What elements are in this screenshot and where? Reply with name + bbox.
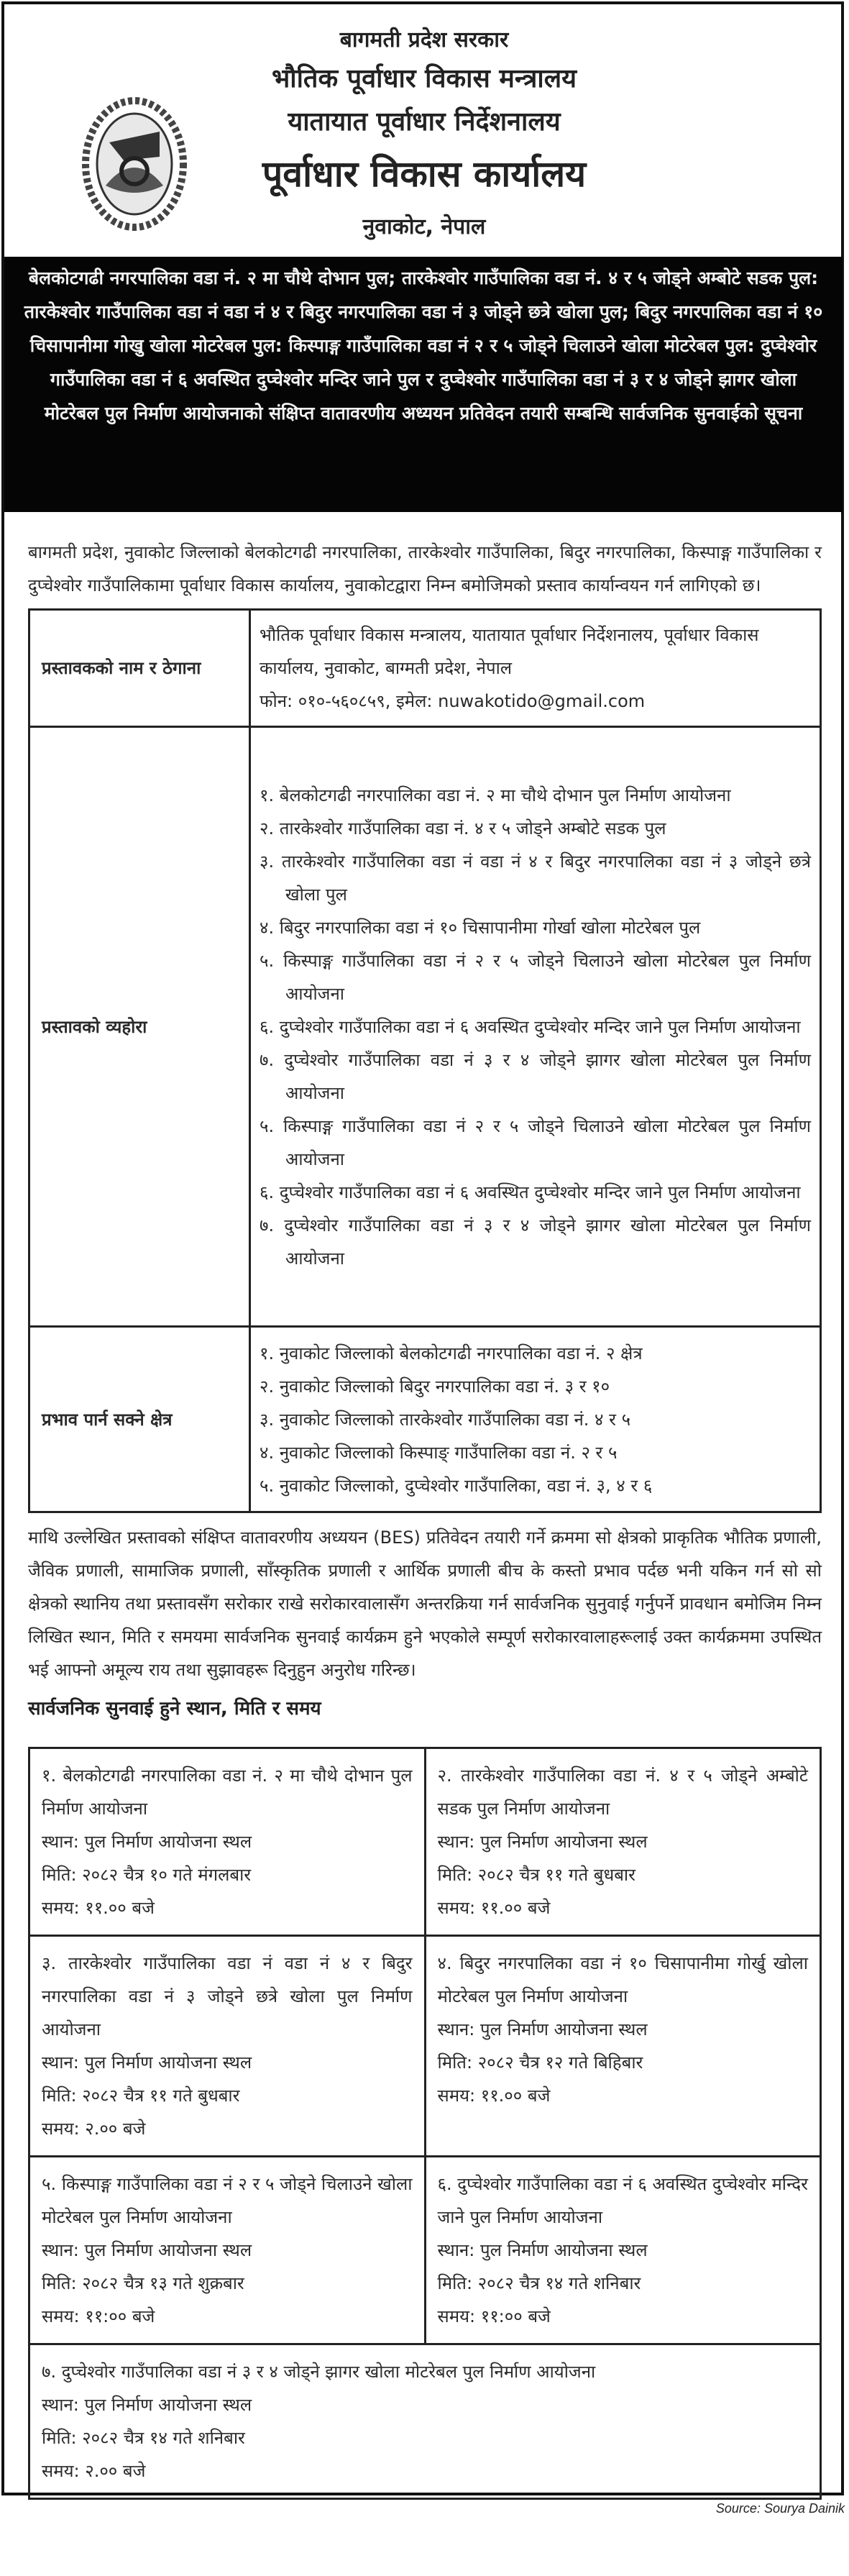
list-item: १. बेलकोटगढी नगरपालिका वडा नं. २ मा चौथे दोभान पुल निर्माण आयोजना [260,785,731,805]
list-item: ५. किस्पाङ्ग गाउँपालिका वडा नं २ र ५ जोड्ने चिलाउने खोला मोटरेबल पुल निर्माण आयोजना [260,1115,811,1169]
hearing-date: मिति: २०८२ चैत्र १४ गते शनिबार [437,2273,641,2293]
hearing-title: ३. तारकेश्वोर गाउँपालिका वडा नं वडा नं ४ र बिदुर नगरपालिका वडा नं ३ जोड्ने छत्रे खोला पुल निर्माण आयोजना [42,1953,413,2040]
hearing-date: मिति: २०८२ चैत्र १४ गते शनिबार [42,2428,245,2448]
hearing-title: ६. दुप्चेश्वोर गाउँपालिका वडा नं ६ अवस्थित दुप्चेश्वोर मन्दिर जाने पुल निर्माण आयोजना [437,2174,808,2227]
hearing-cell-4 [425,1936,821,2157]
hearing-place: स्थान: पुल निर्माण आयोजना स्थल [42,2052,252,2073]
hearing-time: समय: २.०० बजे [42,2461,146,2481]
hearing-cell-3 [29,1936,426,2157]
hearing-cell-1 [29,1748,426,1936]
table-row [29,1936,821,2157]
hearing-schedule-table [28,1747,822,2500]
hearing-time: समय: ११.०० बजे [437,1898,551,1918]
hearing-time: समय: ११.०० बजे [42,1898,155,1918]
nepal-government-emblem-icon [81,92,188,236]
hearing-heading: सार्वजनिक सुनवाई हुने स्थान, मिति र समय [28,1698,321,1719]
hearing-place: स्थान: पुल निर्माण आयोजना स्थल [42,1832,252,1852]
office-location: नुवाकोट, नेपाल [362,214,486,239]
list-item: ४. बिदुर नगरपालिका वडा नं १० चिसापानीमा गोर्खा खोला मोटरेबल पुल [260,917,701,938]
hearing-date: मिति: २०८२ चैत्र १० गते मंगलबार [42,1865,252,1885]
table-row [29,727,821,1327]
hearing-date: मिति: २०८२ चैत्र १३ गते शुक्रबार [42,2273,244,2293]
office-name: पूर्वाधार विकास कार्यालय [262,153,587,195]
source-credit: Source: Sourya Dainik [715,2501,845,2516]
hearing-title: २. तारकेश्वोर गाउँपालिका वडा नं. ४ र ५ जोड्ने अम्बोटे सडक पुल निर्माण आयोजना [437,1766,808,1819]
hearing-time: समय: ११.०० बजे [437,2086,551,2106]
hearing-cell-6 [425,2157,821,2344]
hearing-place: स्थान: पुल निर्माण आयोजना स्थल [42,2395,252,2415]
list-item: ६. दुप्चेश्वोर गाउँपालिका वडा नं ६ अवस्थित दुप्चेश्वोर मन्दिर जाने पुल निर्माण आयोजना [260,1016,801,1037]
hearing-title: ७. दुप्चेश्वोर गाउँपालिका वडा नं ३ र ४ जोड्ने झागर खोला मोटरेबल पुल निर्माण आयोजना [42,2362,596,2382]
affected-area-label: प्रभाव पार्न सक्ने क्षेत्र [29,1327,250,1512]
table-row [29,1327,821,1512]
list-item: ७. दुप्चेश्वोर गाउँपालिका वडा नं ३ र ४ जोड्ने झागर खोला मोटरेबल पुल निर्माण आयोजना [260,1049,811,1103]
proposal-subject-list [250,727,821,1327]
hearing-time: समय: ११:०० बजे [437,2306,551,2326]
hearing-place: स्थान: पुल निर्माण आयोजना स्थल [42,2240,252,2260]
notice-body [0,257,849,2500]
list-item: ४. नुवाकोट जिल्लाको किस्पाङ् गाउँपालिका वडा नं. २ र ५ [260,1442,618,1463]
notice-title-banner: बेलकोटगढी नगरपालिका वडा नं. २ मा चौथे दोभान पुल; तारकेश्वोर गाउँपालिका वडा नं. ४ र ५ जोड्ने अम्बोटे सडक पुल: तारकेश्वोर गाउँपालिका वडा नं वडा नं ४ र बिदुर नगरपालिका वडा नं ३ जोड्ने छत्रे खोला पुल; बिदुर नगरपालिका वडा नं १० चिसापानीमा गोखु खोला मोटरेबल पुल: किस्पाङ्ग गाउँपालिका वडा नं २ र ५ जोड्ने चिलाउने खोला मोटरेबल पुल: दुप्चेश्वोर गाउँपालिका वडा नं ६ अवस्थित दुप्चेश्वोर मन्दिर जाने पुल र दुप्चेश्वोर गाउँपालिका वडा नं ३ र ४ जोड्ने झागर खोला मोटरेबल पुल निर्माण आयोजनाको संक्षिप्त वातावरणीय अध्ययन प्रतिवेदन तयारी सम्बन्धि सार्वजनिक सुनवाईको सूचना [4,257,843,512]
proposer-contact: फोन: ०१०-५६०८५९, इमेल: nuwakotido@gmail.com [260,691,646,711]
hearing-title: १. बेलकोटगढी नगरपालिका वडा नं. २ मा चौथे दोभान पुल निर्माण आयोजना [42,1766,413,1819]
hearing-date: मिति: २०८२ चैत्र ११ गते बुधबार [42,2086,240,2106]
hearing-time: समय: २.०० बजे [42,2119,146,2139]
hearing-time: समय: ११:०० बजे [42,2306,155,2326]
hearing-cell-5 [29,2157,426,2344]
notice-header [0,0,849,257]
table-row [29,2344,821,2499]
hearing-place: स्थान: पुल निर्माण आयोजना स्थल [437,1832,648,1852]
table-row [29,610,821,727]
table-row [29,1748,821,1936]
hearing-date: मिति: २०८२ चैत्र १२ गते बिहिबार [437,2052,643,2073]
hearing-place: स्थान: पुल निर्माण आयोजना स्थल [437,2240,648,2260]
proposal-table [28,608,822,1513]
hearing-title: ५. किस्पाङ्ग गाउँपालिका वडा नं २ र ५ जोड्ने चिलाउने खोला मोटरेबल पुल निर्माण आयोजना [42,2174,413,2227]
list-item: ७. दुप्चेश्वोर गाउँपालिका वडा नं ३ र ४ जोड्ने झागर खोला मोटरेबल पुल निर्माण आयोजना [260,1215,811,1269]
proposer-address: भौतिक पूर्वाधार विकास मन्त्रालय, यातायात पूर्वाधार निर्देशनालय, पूर्वाधार विकास कार्यालय, नुवाकोट, बाग्मती प्रदेश, नेपाल [260,625,759,678]
list-item: १. नुवाकोट जिल्लाको बेलकोटगढी नगरपालिका वडा नं. २ क्षेत्र [260,1343,643,1364]
directorate-name: यातायात पूर्वाधार निर्देशनालय [288,107,561,137]
proposer-label: प्रस्तावकको नाम र ठेगाना [29,610,250,727]
hearing-date: मिति: २०८२ चैत्र ११ गते बुधबार [437,1865,635,1885]
table-row [29,2157,821,2344]
list-item: ५. किस्पाङ्ग गाउँपालिका वडा नं २ र ५ जोड्ने चिलाउने खोला मोटरेबल पुल निर्माण आयोजना [260,950,811,1004]
list-item: २. तारकेश्वोर गाउँपालिका वडा नं. ४ र ५ जोड्ने अम्बोटे सडक पुल [260,818,666,839]
list-item: ३. तारकेश्वोर गाउँपालिका वडा नं वडा नं ४ र बिदुर नगरपालिका वडा नं ३ जोड्ने छत्रे खोला पुल [260,851,811,905]
hearing-place: स्थान: पुल निर्माण आयोजना स्थल [437,2019,648,2040]
body-paragraph: माथि उल्लेखित प्रस्तावको संक्षिप्त वातावरणीय अध्ययन (BES) प्रतिवेदन तयारी गर्ने क्रममा सो क्षेत्रको प्राकृतिक भौतिक प्रणाली, जैविक प्रणाली, सामाजिक प्रणाली, साँस्कृतिक प्रणाली र आर्थिक प्रणाली बीच के कस्तो प्रभाव पर्दछ भनी यकिन गर्न सो सो क्षेत्रको स्थानिय तथा प्रस्तावसँग सरोकार राखे सरोकारवालासँग अन्तरक्रिया गर्न सार्वजनिक सुनुवाई गर्नुपर्ने प्रावधान बमोजिम निम्न लिखित स्थान, मिति र समयमा सार्वजनिक सुनवाई कार्यक्रम हुने भएकोले सम्पूर्ण सरोकारवालाहरूलाई उक्त कार्यक्रममा उपस्थित भई आफ्नो अमूल्य राय तथा सुझावहरू दिनुहुन अनुरोध गरिन्छ। [28,1527,822,1680]
proposer-value [250,610,821,727]
ministry-name: भौतिक पूर्वाधार विकास मन्त्रालय [271,64,577,93]
hearing-title: ४. बिदुर नगरपालिका वडा नं १० चिसापानीमा गोर्खु खोला मोटरेबल पुल निर्माण आयोजना [437,1953,808,2006]
list-item: ६. दुप्चेश्वोर गाउँपालिका वडा नं ६ अवस्थित दुप्चेश्वोर मन्दिर जाने पुल निर्माण आयोजना [260,1182,801,1202]
list-item: ५. नुवाकोट जिल्लाको, दुप्चेश्वोर गाउँपालिका, वडा नं. ३, ४ र ६ [260,1475,653,1496]
hearing-cell-2 [425,1748,821,1936]
hearing-cell-7 [29,2344,821,2499]
proposal-subject-label: प्रस्तावको व्यहोरा [29,727,250,1327]
affected-area-list [250,1327,821,1512]
intro-paragraph: बागमती प्रदेश, नुवाकोट जिल्लाको बेलकोटगढी नगरपालिका, तारकेश्वोर गाउँपालिका, बिदुर नगरपालिका, किस्पाङ्ग गाउँपालिका र दुप्चेश्वोर गाउँपालिकामा पूर्वाधार विकास कार्यालय, नुवाकोटद्वारा निम्न बमोजिमको प्रस्ताव कार्यान्वयन गर्न लागिएको छ। [28,542,822,595]
list-item: ३. नुवाकोट जिल्लाको तारकेश्वोर गाउँपालिका वडा नं. ४ र ५ [260,1409,631,1430]
list-item: २. नुवाकोट जिल्लाको बिदुर नगरपालिका वडा नं. ३ र १० [260,1376,610,1397]
government-name: बागमती प्रदेश सरकार [339,27,509,52]
